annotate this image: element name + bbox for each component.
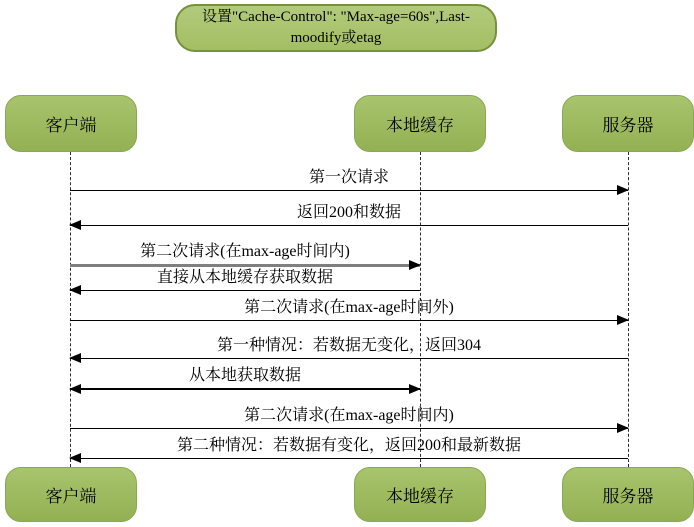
title-line-1: 设置"Cache-Control": "Max-age=60s",Last- xyxy=(202,9,470,25)
actor-client-top xyxy=(5,95,137,152)
message-data-from-local-cache xyxy=(70,268,420,291)
actor-cache-top xyxy=(354,95,486,152)
actor-label: 客户端 xyxy=(45,487,97,506)
message-get-data-from-local xyxy=(70,366,420,390)
message-label: 第一种情况：若数据无变化，返回304 xyxy=(216,337,481,354)
actor-server-top xyxy=(562,95,694,152)
title-line-2: moodify或etag xyxy=(290,30,382,46)
arrow-right-icon xyxy=(70,320,628,321)
message-second-request-within-maxage xyxy=(70,242,420,267)
message-label: 从本地获取数据 xyxy=(188,367,301,384)
message-case2-return-200-latest xyxy=(70,436,628,459)
arrow-left-icon xyxy=(70,290,420,291)
arrow-left-icon xyxy=(70,458,628,459)
message-label: 第二次请求(在max-age时间外) xyxy=(244,299,454,316)
message-label: 第一次请求 xyxy=(308,169,389,186)
arrow-right-icon xyxy=(70,428,628,429)
message-second-request-within-maxage-2 xyxy=(70,406,628,429)
message-first-request xyxy=(70,168,628,191)
message-case1-return-304 xyxy=(70,336,628,359)
arrow-right-icon xyxy=(70,190,628,191)
actor-label: 本地缓存 xyxy=(386,487,454,506)
message-label: 直接从本地缓存获取数据 xyxy=(156,269,333,286)
message-second-request-outside-maxage xyxy=(70,298,628,321)
actor-label: 本地缓存 xyxy=(386,116,454,135)
lifeline-server xyxy=(628,152,629,467)
actor-client-bottom xyxy=(5,467,137,522)
arrow-left-icon xyxy=(70,358,628,359)
message-label: 返回200和数据 xyxy=(296,204,401,221)
message-return-200 xyxy=(70,203,628,226)
actor-label: 服务器 xyxy=(602,116,654,135)
arrow-right-icon xyxy=(70,264,420,267)
actor-server-bottom xyxy=(562,467,694,522)
message-label: 第二种情况：若数据有变化，返回200和最新数据 xyxy=(176,437,521,454)
arrow-both-icon xyxy=(70,388,420,390)
title-note xyxy=(175,4,497,52)
message-label: 第二次请求(在max-age时间内) xyxy=(140,243,350,260)
actor-label: 服务器 xyxy=(602,487,654,506)
arrow-left-icon xyxy=(70,225,628,226)
message-label: 第二次请求(在max-age时间内) xyxy=(244,407,454,424)
actor-cache-bottom xyxy=(354,467,486,522)
actor-label: 客户端 xyxy=(45,116,97,135)
